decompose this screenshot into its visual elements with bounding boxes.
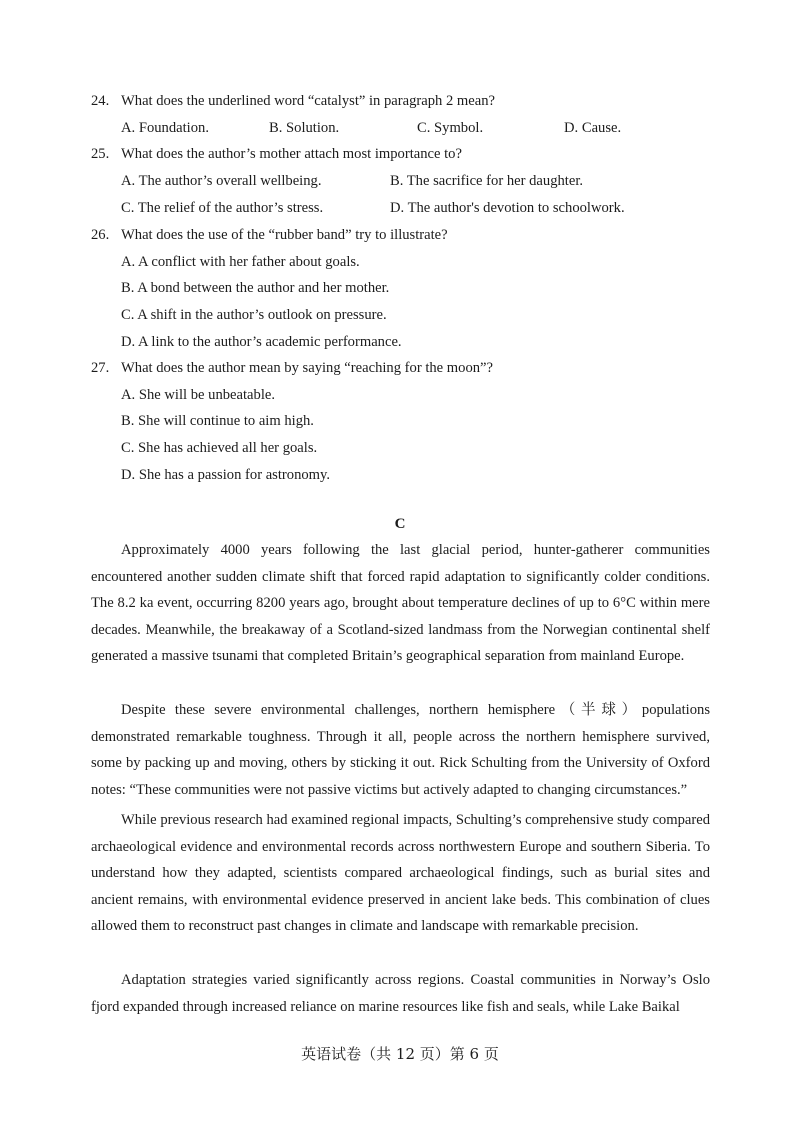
section-title: C: [394, 516, 406, 532]
question-27: [91, 360, 493, 377]
question-number: 27.: [91, 360, 110, 376]
question-26: [91, 227, 448, 244]
passage-paragraph-1: Approximately 4000 years following the last glacial period, hunter-gatherer communities encountered another sudden climate shift that forced rapid adaptation to significantly colder conditions. The 8.2 ka event, occurring 8200 years ago, brought about temperature declines of up to 6°C within mere decades. Meanwhile, the breakaway of a Scotland-sized landmass from the Norwegian continental shelf generated a massive tsunami that completed Britain’s geographical separation from mainland Europe.: [91, 542, 710, 665]
question-number: 24.: [91, 93, 110, 109]
question-stem: What does the underlined word “catalyst” in paragraph 2 mean?: [121, 93, 496, 109]
option-27b: B. She will continue to aim high.: [121, 413, 314, 429]
question-number: 26.: [91, 227, 110, 243]
option-26c: C. A shift in the author’s outlook on pressure.: [121, 307, 387, 323]
option-26b: B. A bond between the author and her mother.: [121, 280, 390, 296]
question-stem: What does the author’s mother attach most importance to?: [121, 146, 462, 162]
option-24a: A. Foundation.: [121, 120, 209, 136]
option-27d: D. She has a passion for astronomy.: [121, 467, 331, 483]
option-25d: D. The author's devotion to schoolwork.: [390, 200, 625, 216]
question-number: 25.: [91, 146, 110, 162]
option-25a: A. The author’s overall wellbeing.: [121, 173, 322, 189]
passage-paragraph-4: Adaptation strategies varied significantly across regions. Coastal communities in Norway’s Oslo fjord expanded through increased reliance on marine resources like fish and seals, while Lake Baikal: [91, 972, 710, 1015]
question-25: [91, 146, 462, 163]
option-25b: B. The sacrifice for her daughter.: [390, 173, 584, 189]
option-26d: D. A link to the author’s academic performance.: [121, 334, 402, 350]
option-26a: A. A conflict with her father about goals.: [121, 254, 360, 270]
option-27a: A. She will be unbeatable.: [121, 387, 276, 403]
option-24d: D. Cause.: [564, 120, 622, 136]
question-stem: What does the author mean by saying “reaching for the moon”?: [121, 360, 494, 376]
option-27c: C. She has achieved all her goals.: [121, 440, 318, 456]
passage-paragraph-3: While previous research had examined regional impacts, Schulting’s comprehensive study compared archaeological evidence and environmental records across northwestern Europe and southern Siberia. To understand how they adapted, scientists compared archaeological findings, such as burial sites and ancient remains, with environmental evidence preserved in ancient lake beds. This combination of clues allowed them to reconstruct past changes in climate and landscape with remarkable precision.: [91, 812, 710, 935]
option-24b: B. Solution.: [269, 120, 340, 136]
question-24: [91, 93, 495, 110]
option-24c: C. Symbol.: [417, 120, 484, 136]
option-25c: C. The relief of the author’s stress.: [121, 200, 324, 216]
question-stem: What does the use of the “rubber band” try to illustrate?: [121, 227, 448, 243]
page-footer: 英语试卷（共 12 页）第 6 页: [301, 1045, 499, 1063]
passage-paragraph-2: Despite these severe environmental challenges, northern hemisphere（半球）populations demonstrated remarkable toughness. Through it all, people across the northern hemisphere survived, some by packing up and moving, others by sticking it out. Rick Schulting from the University of Oxford notes: “These communities were not passive victims but actively adapted to changing circumstances.”: [91, 702, 710, 798]
